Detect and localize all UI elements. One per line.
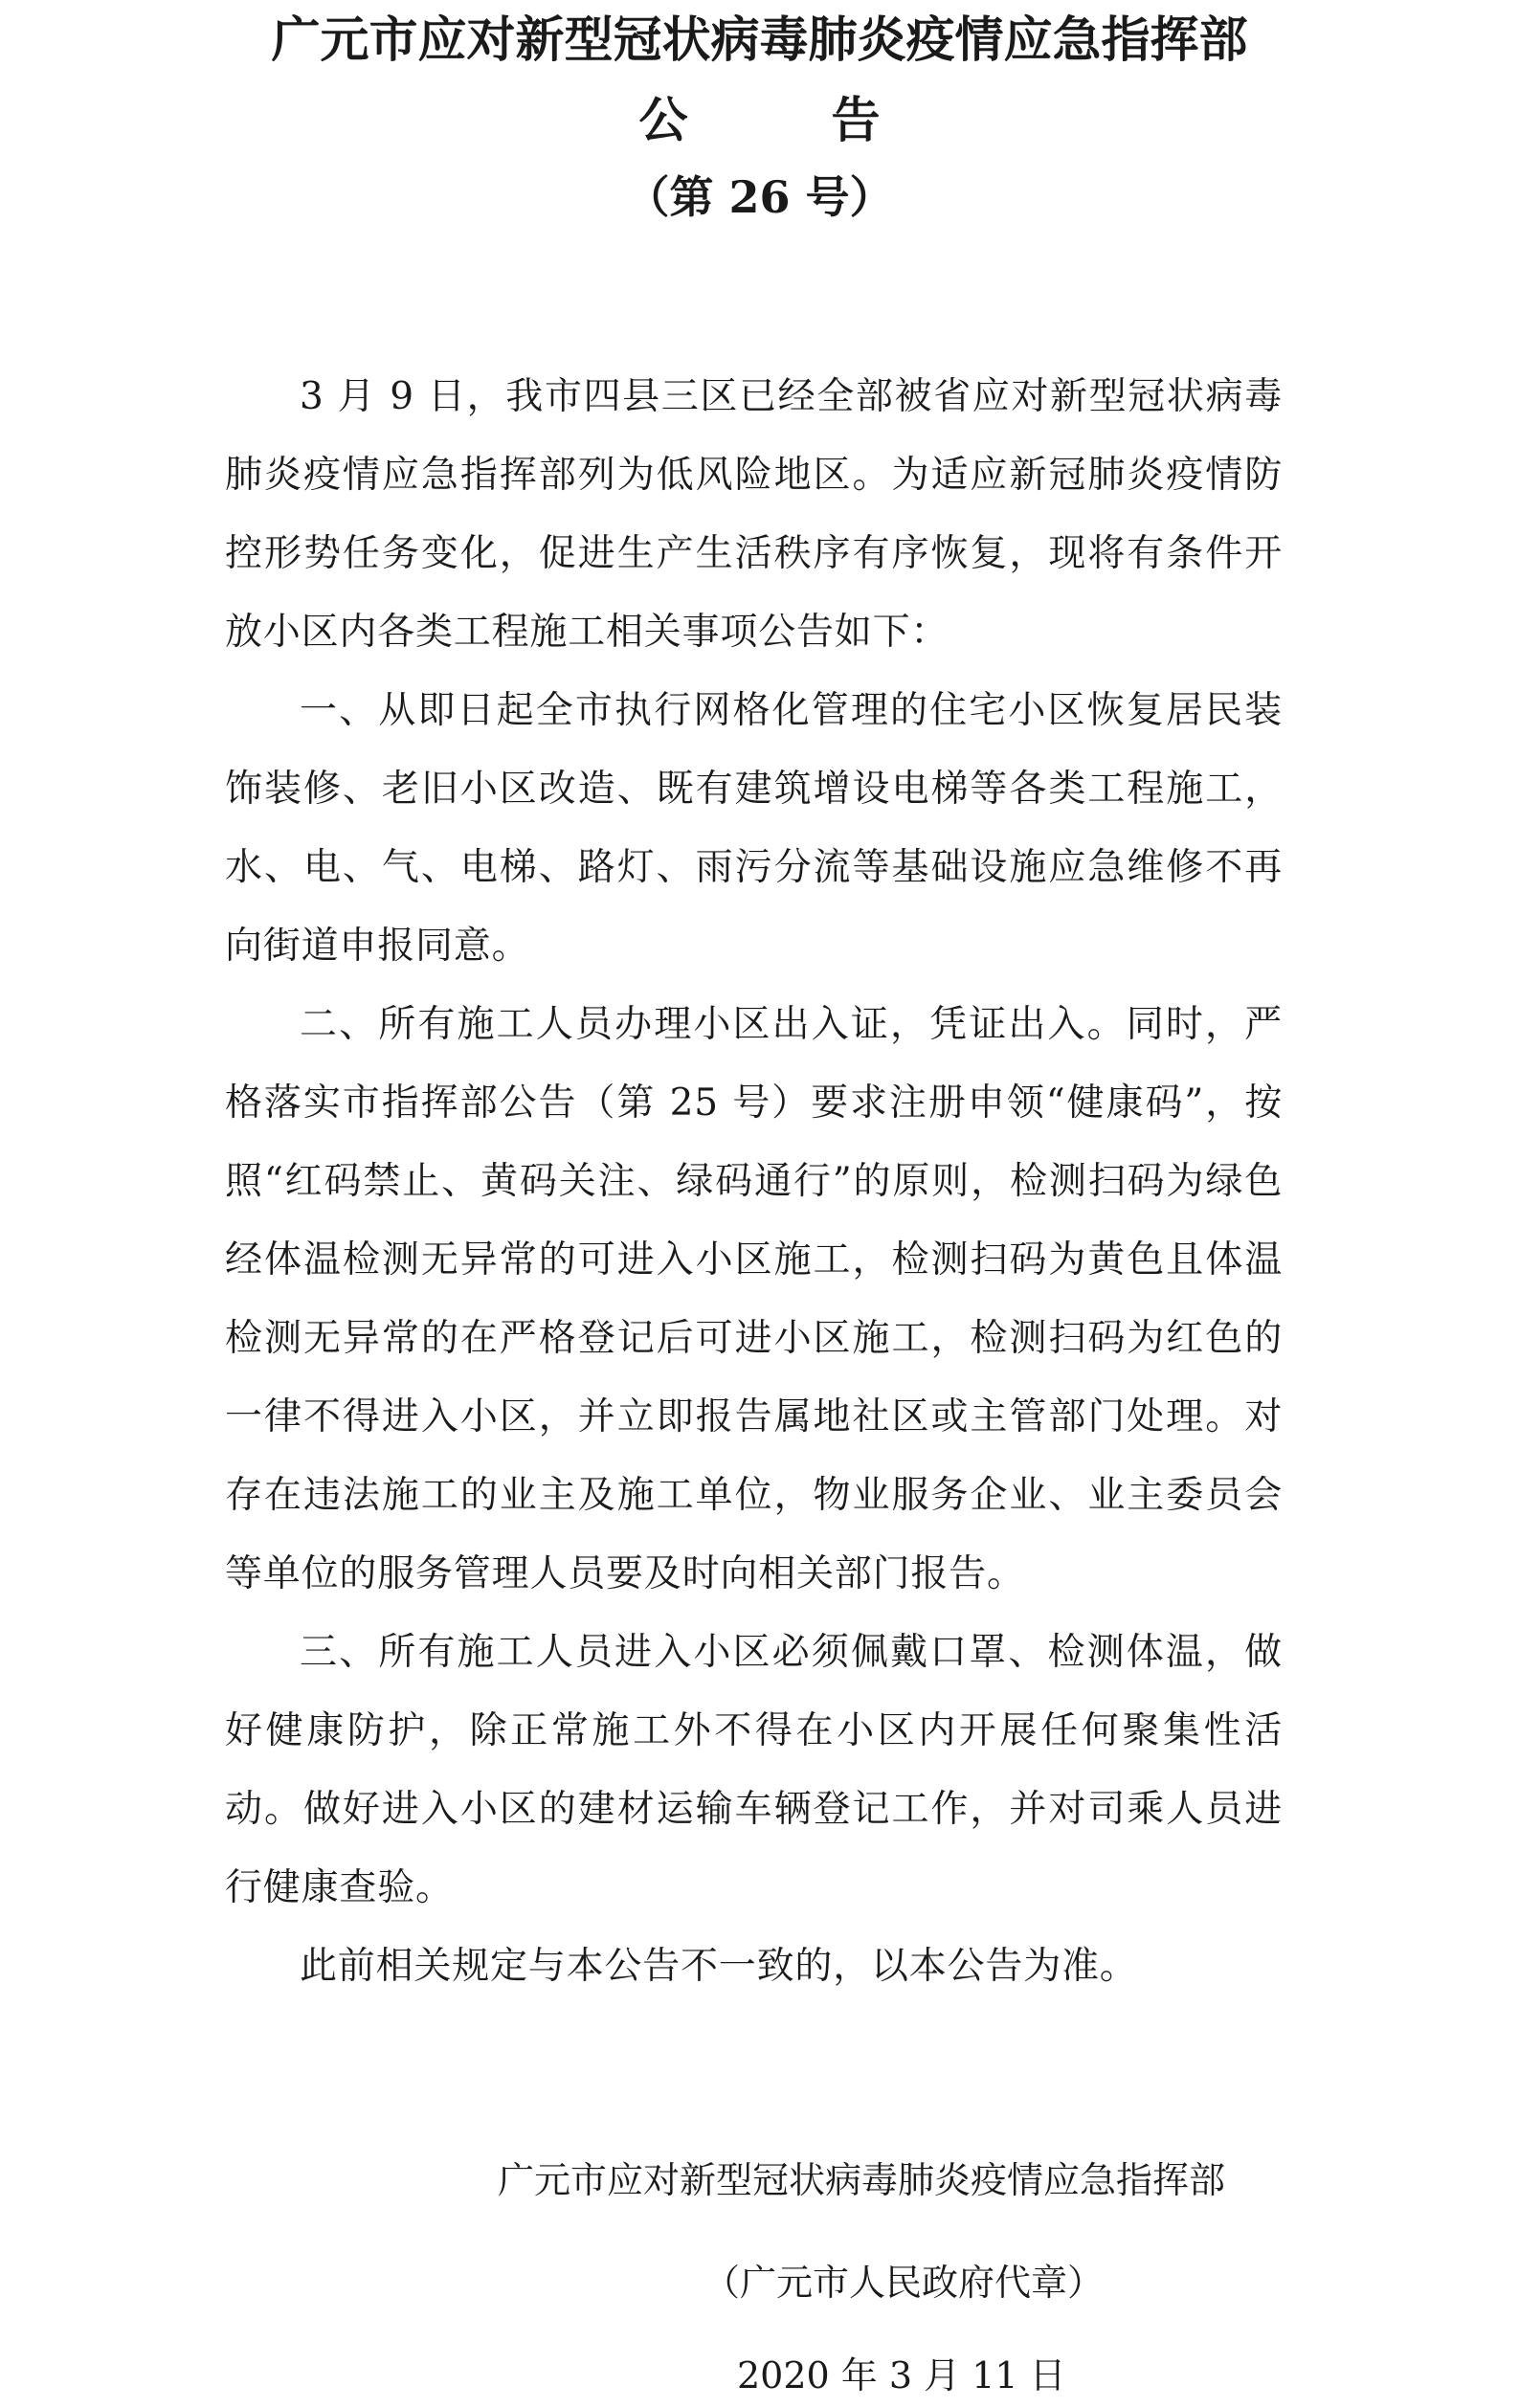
document-title: 广元市应对新型冠状病毒肺炎疫情应急指挥部 (271, 11, 1248, 69)
signature-organization: 广元市应对新型冠状病毒肺炎疫情应急指挥部 (498, 2159, 1226, 2201)
document-subtitle: 公告 (638, 92, 1024, 149)
item-three-paragraph: 三、所有施工人员进入小区必须佩戴口罩、检测体温，做好健康防护，除正常施工外不得在小区内开展任何聚集性活动。做好进入小区的建材运输车辆登记工作，并对司乘人员进行健康查验。 (225, 1631, 1283, 1909)
item-one-paragraph: 一、从即日起全市执行网格化管理的住宅小区恢复居民装饰装修、老旧小区改造、既有建筑增设电梯等各类工程施工，水、电、气、电梯、路灯、雨污分流等基础设施应急维修不再向街道申报同意。 (225, 689, 1283, 968)
announcement-body (225, 358, 1283, 2006)
signature-date: 2020 年 3 月 11 日 (737, 2354, 1066, 2397)
intro-paragraph: 3 月 9 日，我市四县三区已经全部被省应对新型冠状病毒肺炎疫情应急指挥部列为低风险地区。为适应新冠肺炎疫情防控形势任务变化，促进生产生活秩序有序恢复，现将有条件开放小区内各类工程施工相关事项公告如下： (225, 375, 1283, 654)
signature-seal-note: （广元市人民政府代章） (704, 2262, 1105, 2304)
announcement-number: （第 26 号） (625, 171, 894, 223)
closing-paragraph: 此前相关规定与本公告不一致的，以本公告为准。 (300, 1945, 1138, 1988)
item-two-paragraph: 二、所有施工人员办理小区出入证，凭证出入。同时，严格落实市指挥部公告（第 25 号）要求注册申领“健康码”，按照“红码禁止、黄码关注、绿码通行”的原则，检测扫码为绿色经体温检测无异常的可进入小区施工，检测扫码为黄色且体温检测无异常的在严格登记后可进小区施工，检测扫码为红色的一律不得进入小区，并立即报告属地社区或主管部门处理。对存在违法施工的业主及施工单位，物业服务企业、业主委员会等单位的服务管理人员要及时向相关部门报告。 (225, 1003, 1283, 1595)
